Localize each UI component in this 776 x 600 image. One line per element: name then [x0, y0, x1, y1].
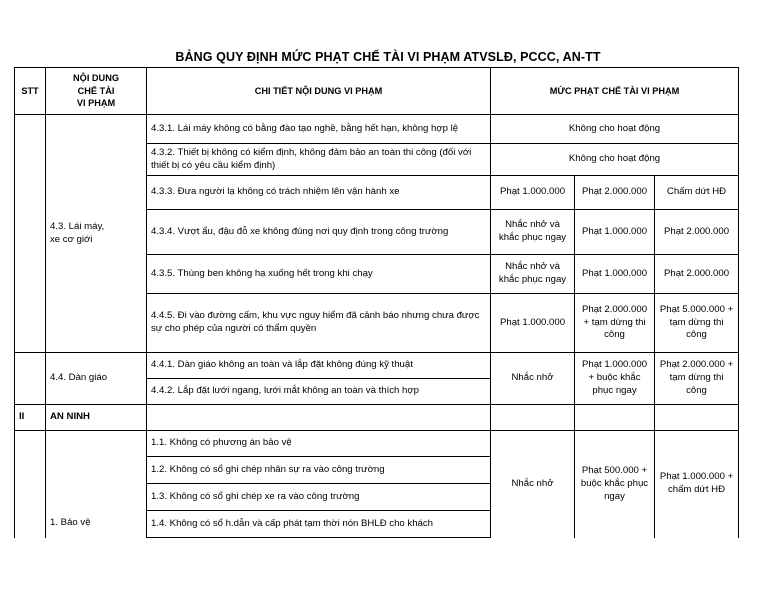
detail-cell: 4.3.1. Lái máy không có bằng đào tạo nghề, bằng hết hạn, không hợp lệ [147, 115, 491, 144]
document-title: BẢNG QUY ĐỊNH MỨC PHẠT CHẾ TÀI VI PHẠM ATVSLĐ, PCCC, AN-TT [175, 50, 601, 64]
section-row-an-ninh [15, 405, 739, 431]
empty-cell [655, 405, 739, 431]
detail-cell: 1.3. Không có sổ ghi chép xe ra vào công trường [147, 484, 491, 511]
header-noidung: NỘI DUNG CHẾ TÀI VI PHẠM [46, 68, 147, 115]
penalty-level-1: Nhắc nhở [491, 431, 575, 538]
penalty-level-1: Nhắc nhở [491, 353, 575, 405]
penalty-level-1: Phạt 1.000.000 [491, 176, 575, 210]
penalty-level-3: Phạt 2.000.000 + tạm dừng thi công [655, 353, 739, 405]
penalty-level-2: Phạt 2.000.000 [575, 176, 655, 210]
detail-cell: 4.3.2. Thiết bị không có kiểm định, không đảm bảo an toàn thi công (đối với thiết bị có yêu cầu kiểm định) [147, 144, 491, 176]
table-row [15, 431, 739, 457]
detail-cell: 4.3.4. Vượt ẩu, đậu đỗ xe không đúng nơi quy định trong công trường [147, 210, 491, 255]
penalty-level-3: Phạt 5.000.000 + tạm dừng thi công [655, 294, 739, 353]
penalty-level-2: Phạt 1.000.000 + buộc khắc phục ngay [575, 353, 655, 405]
empty-cell [147, 405, 491, 431]
empty-cell [575, 405, 655, 431]
penalty-level-3: Chấm dứt HĐ [655, 176, 739, 210]
stt-cell-empty [15, 115, 46, 353]
stt-cell-empty [15, 353, 46, 405]
penalty-level-1: Phạt 1.000.000 [491, 294, 575, 353]
detail-cell: 1.4. Không có sổ h.dẫn và cấp phát tạm thời nón BHLĐ cho khách [147, 511, 491, 538]
group-label-dan-giao: 4.4. Dàn giáo [46, 353, 147, 405]
header-row [15, 68, 739, 115]
penalty-level-2: Phạt 1.000.000 [575, 210, 655, 255]
table-row [15, 353, 739, 379]
penalty-level-3: Phạt 1.000.000 + chấm dứt HĐ [655, 431, 739, 538]
penalty-level-3: Phạt 2.000.000 [655, 255, 739, 294]
detail-cell: 4.4.5. Đi vào đường cấm, khu vực nguy hiểm đã cảnh báo nhưng chưa được sự cho phép của người có thẩm quyền [147, 294, 491, 353]
section-stt: II [15, 405, 46, 431]
group-label-lai-may: 4.3. Lái máy, xe cơ giới [46, 115, 147, 353]
stt-cell-empty [15, 431, 46, 538]
penalty-level-2: Phạt 500.000 + buộc khắc phục ngay [575, 431, 655, 538]
group-label-bao-ve: 1. Bảo vệ [46, 431, 147, 538]
penalty-level-1: Nhắc nhở và khắc phục ngay [491, 255, 575, 294]
detail-cell: 4.3.5. Thùng ben không hạ xuống hết trong khi chạy [147, 255, 491, 294]
detail-cell: 1.2. Không có sổ ghi chép nhân sự ra vào công trường [147, 457, 491, 484]
penalty-level-2: Phạt 2.000.000 + tạm dừng thi công [575, 294, 655, 353]
penalty-table [14, 67, 739, 538]
header-stt: STT [15, 68, 46, 115]
detail-cell: 4.3.3. Đưa người lạ không có trách nhiệm lên vận hành xe [147, 176, 491, 210]
detail-cell: 1.1. Không có phương án bảo vệ [147, 431, 491, 457]
penalty-cell: Không cho hoạt động [491, 144, 739, 176]
penalty-level-2: Phạt 1.000.000 [575, 255, 655, 294]
header-mucphat: MỨC PHẠT CHẾ TÀI VI PHẠM [491, 68, 739, 115]
penalty-level-1: Nhắc nhở và khắc phục ngay [491, 210, 575, 255]
detail-cell: 4.4.1. Dàn giáo không an toàn và lắp đặt không đúng kỹ thuật [147, 353, 491, 379]
section-label: AN NINH [46, 405, 147, 431]
table-row [15, 115, 739, 144]
header-chitiet: CHI TIẾT NỘI DUNG VI PHẠM [147, 68, 491, 115]
penalty-level-3: Phạt 2.000.000 [655, 210, 739, 255]
empty-cell [491, 405, 575, 431]
detail-cell: 4.4.2. Lắp đặt lưới ngang, lưới mắt không an toàn và thích hợp [147, 379, 491, 405]
penalty-cell: Không cho hoạt động [491, 115, 739, 144]
